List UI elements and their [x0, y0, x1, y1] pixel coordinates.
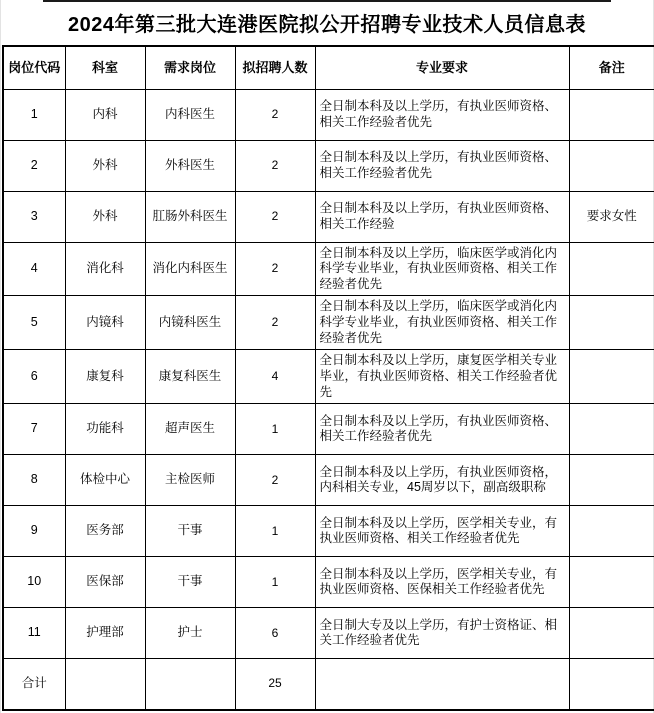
cell-position: 消化内科医生 [145, 242, 235, 296]
cell-count: 4 [235, 350, 315, 404]
cell-requirement: 全日制本科及以上学历，临床医学或消化内科学专业毕业，有执业医师资格、相关工作经验者优先 [315, 296, 569, 350]
cell-position: 肛肠外科医生 [145, 191, 235, 242]
cell-code: 4 [3, 242, 65, 296]
cell-count: 6 [235, 608, 315, 659]
col-header-count: 拟招聘人数 [235, 46, 315, 89]
cell-department: 外科 [65, 191, 145, 242]
cell-position: 干事 [145, 506, 235, 557]
cell-code: 2 [3, 140, 65, 191]
cell-code: 合计 [3, 659, 65, 710]
table-row [3, 140, 654, 191]
cell-remark [569, 350, 654, 404]
table-row [3, 191, 654, 242]
table-row [3, 506, 654, 557]
cell-code: 3 [3, 191, 65, 242]
cell-department: 内科 [65, 89, 145, 140]
cell-position: 内科医生 [145, 89, 235, 140]
cell-count: 1 [235, 506, 315, 557]
cell-requirement: 全日制本科及以上学历，临床医学或消化内科学专业毕业，有执业医师资格、相关工作经验者优先 [315, 242, 569, 296]
page-title: 2024年第三批大连港医院拟公开招聘专业技术人员信息表 [68, 14, 586, 36]
cell-remark: 要求女性 [569, 191, 654, 242]
cell-count: 2 [235, 191, 315, 242]
cell-count: 2 [235, 296, 315, 350]
cell-remark [569, 89, 654, 140]
cell-remark [569, 404, 654, 455]
title-band [1, 0, 653, 45]
cell-position: 主检医师 [145, 455, 235, 506]
cell-requirement: 全日制本科及以上学历，有执业医师资格，内科相关专业，45周岁以下，副高级职称 [315, 455, 569, 506]
cell-requirement: 全日制本科及以上学历，有执业医师资格、相关工作经验者优先 [315, 140, 569, 191]
cell-count: 2 [235, 89, 315, 140]
cell-count: 2 [235, 140, 315, 191]
cell-remark [569, 140, 654, 191]
cell-department: 康复科 [65, 350, 145, 404]
cell-department [65, 659, 145, 710]
cell-department: 功能科 [65, 404, 145, 455]
table-row [3, 455, 654, 506]
cell-position: 超声医生 [145, 404, 235, 455]
table-row [3, 89, 654, 140]
cell-position: 干事 [145, 557, 235, 608]
cell-code: 1 [3, 89, 65, 140]
cell-remark [569, 242, 654, 296]
cell-code: 5 [3, 296, 65, 350]
table-row [3, 557, 654, 608]
cell-code: 9 [3, 506, 65, 557]
cell-department: 内镜科 [65, 296, 145, 350]
cell-code: 8 [3, 455, 65, 506]
cell-position: 康复科医生 [145, 350, 235, 404]
cell-remark [569, 296, 654, 350]
cell-requirement: 全日制本科及以上学历，有执业医师资格、相关工作经验 [315, 191, 569, 242]
cell-requirement: 全日制本科及以上学历，医学相关专业，有执业医师资格、医保相关工作经验者优先 [315, 557, 569, 608]
table-row [3, 296, 654, 350]
cell-department: 外科 [65, 140, 145, 191]
cell-remark [569, 557, 654, 608]
total-row [3, 659, 654, 710]
cell-department: 消化科 [65, 242, 145, 296]
cell-position: 外科医生 [145, 140, 235, 191]
top-divider [43, 0, 611, 2]
cell-position [145, 659, 235, 710]
cell-department: 医保部 [65, 557, 145, 608]
col-header-code: 岗位代码 [3, 46, 65, 89]
cell-count: 1 [235, 557, 315, 608]
cell-code: 6 [3, 350, 65, 404]
cell-code: 7 [3, 404, 65, 455]
cell-remark [569, 455, 654, 506]
cell-department: 护理部 [65, 608, 145, 659]
cell-remark [569, 506, 654, 557]
cell-position: 内镜科医生 [145, 296, 235, 350]
col-header-position: 需求岗位 [145, 46, 235, 89]
cell-count: 2 [235, 242, 315, 296]
table-row [3, 242, 654, 296]
cell-remark [569, 608, 654, 659]
cell-requirement: 全日制本科及以上学历，医学相关专业，有执业医师资格、相关工作经验者优先 [315, 506, 569, 557]
cell-position: 护士 [145, 608, 235, 659]
cell-requirement: 全日制本科及以上学历，康复医学相关专业毕业，有执业医师资格、相关工作经验者优先 [315, 350, 569, 404]
cell-code: 11 [3, 608, 65, 659]
cell-remark [569, 659, 654, 710]
cell-code: 10 [3, 557, 65, 608]
col-header-remark: 备注 [569, 46, 654, 89]
table-row [3, 608, 654, 659]
cell-department: 体检中心 [65, 455, 145, 506]
table-row [3, 350, 654, 404]
recruitment-table [2, 45, 654, 711]
cell-department: 医务部 [65, 506, 145, 557]
cell-count: 25 [235, 659, 315, 710]
table-row [3, 404, 654, 455]
cell-requirement: 全日制大专及以上学历，有护士资格证、相关工作经验者优先 [315, 608, 569, 659]
cell-requirement: 全日制本科及以上学历，有执业医师资格、相关工作经验者优先 [315, 404, 569, 455]
header-row [3, 46, 654, 89]
col-header-department: 科室 [65, 46, 145, 89]
cell-count: 1 [235, 404, 315, 455]
col-header-requirement: 专业要求 [315, 46, 569, 89]
cell-count: 2 [235, 455, 315, 506]
cell-requirement [315, 659, 569, 710]
cell-requirement: 全日制本科及以上学历，有执业医师资格、相关工作经验者优先 [315, 89, 569, 140]
